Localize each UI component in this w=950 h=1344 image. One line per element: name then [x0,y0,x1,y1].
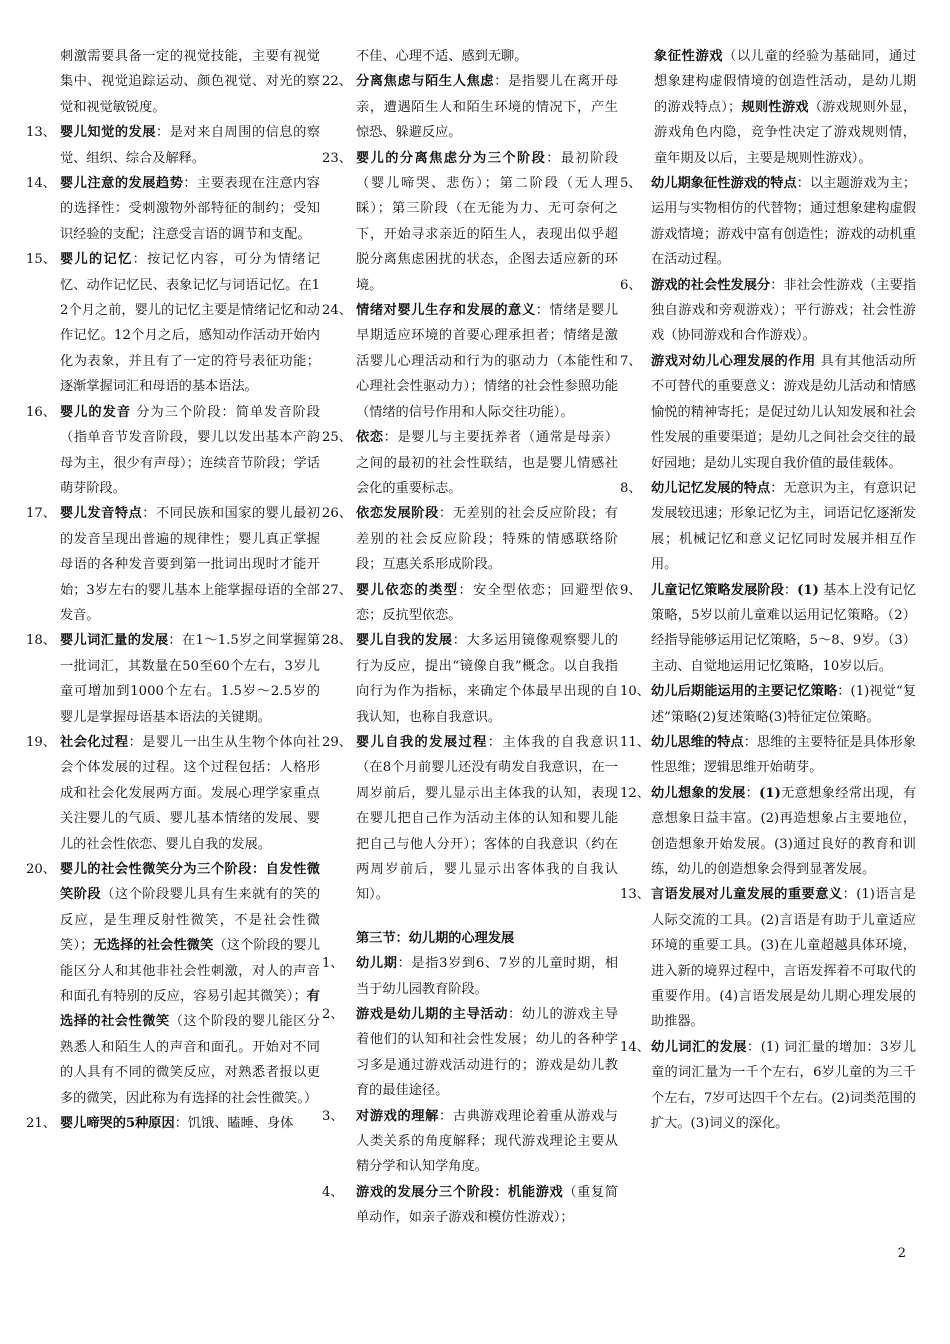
list-item [322,730,618,908]
list-item [620,730,916,781]
body-text: ：(1)语言是人际交流的工具。(2)言语是有助于儿童适应环境的重要工具。(3)在儿童超越具体环境，进入新的境界过程中，言语发挥着不可取代的重要作用。(4)言语发展是幼儿期心理发展的助推器。 [651,887,916,1030]
bold-term: 婴儿的发音 [60,404,132,420]
item-number: 1、 [322,956,344,972]
list-item [322,1002,618,1104]
item-number: 10、 [620,684,650,700]
bold-term: 分离焦虑与陌生人焦虑 [356,74,495,90]
body-text: （这个阶段的婴儿能区分人和其他非社会性刺激，对人的声音和面孔有特别的反应，容易引起其微笑）； [60,938,321,1005]
item-body [356,730,618,908]
list-item [26,501,320,628]
bold-term: 儿童记忆策略发展阶段 [651,582,784,598]
body-text: ：思维的主要特征是具体形象性思维；逻辑思维开始萌芽。 [651,734,917,776]
bold-term: 依恋发展阶段 [356,506,439,522]
item-body [356,501,618,577]
body-text: ：情绪是婴儿早期适应环境的首要心理承担者；情绪是激活婴儿心理活动和行为的驱动力（本能性和心理社会性驱动力）；情绪的社会性参照功能（情绪的信号作用和人际交往功能）。 [356,303,619,420]
bold-term: 象征性游戏 [654,49,724,64]
page-number: 2 [897,1246,906,1261]
list-item [26,247,320,399]
body-text: ：主体我的自我意识（在8个月前婴儿还没有萌发自我意识，在一周岁前后，婴儿显示出主体我的认知，表现在婴儿把自己作为活动主体的认知和婴儿能把自己与他人分开）；客体的自我意识（约在两周岁前后，婴儿显示出客体我的自我认知）。 [356,734,619,903]
section-title: 第三节：幼儿期的心理发展 [356,930,515,946]
bold-term: 幼儿期 [356,956,398,972]
bold-term: 幼儿期象征性游戏的特点 [651,176,797,192]
body-text: （重复简单动作，如亲子游戏和模仿性游戏）； [356,1184,618,1226]
body-text: ：不同民族和国家的婴儿最初的发音呈现出普遍的规律性；婴儿真正掌握母语的各种发音要到第一批词出现时才能开始；3岁左右的婴儿基本上能掌握母语的全部发音。 [60,506,321,623]
bold-term: 幼儿思维的特点 [651,734,744,750]
body-text: ：最初阶段（婴儿啼哭、悲伤）；第二阶段（无人理睬）；第三阶段（在无能为力、无可奈何之下，开始寻求亲近的陌生人，表现出似乎超脱分离焦虑困扰的状态，企图去适应新的环境。 [356,150,619,293]
item-body [356,951,618,1002]
body-text: 无意想象经常出现，有意想象日益丰富。(2)再造想象占主要地位，创造想象开始发展。(3)通过良好的教育和训练，幼儿的创造想象会得到显著发展。 [651,785,917,877]
list-item [322,425,618,501]
bold-term: 婴儿依恋的类型 [356,582,459,598]
item-number: 15、 [26,252,56,268]
item-body [651,1035,916,1137]
continuation-text: 不佳、心理不适、感到无聊。 [356,49,528,64]
body-text: 具有其他活动所不可替代的重要意义：游戏是幼儿活动和情感愉悦的精神寄托；是促过幼儿认知发展和社会性发展的重要渠道；是幼儿之间社会交往的最好园地；是幼儿实现自我价值的最佳载体。 [651,353,916,471]
bold-term: 有选择的社会性微笑 [60,989,320,1030]
bold-term: 婴儿的记忆 [60,252,133,268]
item-number: 27、 [322,582,352,598]
list-item [26,171,320,247]
item-body [60,247,320,399]
item-list [620,171,916,1136]
item-number: 13、 [620,887,650,903]
bold-term: 幼儿想象的发展 [651,785,746,801]
item-body [356,1002,618,1104]
item-number: 14、 [26,176,56,192]
column-1 [26,44,320,1136]
body-text: ：在1～1.5岁之间掌握第一批词汇，其数量在50至60个左右，3岁儿童可增加到1000个左右。1.5岁～2.5岁的婴儿是掌握母语基本语法的关键期。 [60,633,321,725]
body-text: ：是婴儿与主要抚养者（通常是母亲）之间的最初的社会性联结，也是婴儿情感社会化的重要标志。 [356,430,619,496]
item-list [322,951,618,1230]
list-item [26,857,320,1111]
bold-term: 婴儿知觉的发展 [60,125,156,141]
item-body [356,578,618,629]
item-body [651,578,916,680]
bold-term: 游戏对幼儿心理发展的作用 [651,353,816,369]
body-text: ：主要表现在注意内容的选择性：受刺激物外部特征的制约；受知识经验的支配；注意受言语的调节和支配。 [60,176,320,242]
item-body [356,1180,618,1231]
body-text: ：饥饿、瞌睡、身体 [174,1116,294,1132]
list-item [26,730,320,857]
item-number: 13、 [26,125,56,141]
bold-term: 婴儿啼哭的5种原因 [60,1116,175,1132]
bold-term: 婴儿的分离焦虑分为三个阶段 [356,150,547,166]
item-body [651,349,916,476]
item-number: 20、 [26,862,56,877]
list-item [322,951,618,1002]
item-body [60,120,320,171]
body-text: ：无差别的社会反应阶段；有差别的社会反应阶段；特殊的情感联络阶段；互惠关系形成阶段。 [356,506,618,573]
body-text: 基本上没有记忆策略，5岁以前儿童难以运用记忆策略。（2）经指导能够运用记忆策略，5～8、9岁。（3）主动、自觉地运用记忆策略，10岁以后。 [651,582,917,674]
body-text: ：幼儿的游戏主导着他们的认知和社会性发展；幼儿的各种学习多是通过游戏活动进行的；游戏是幼儿教育的最佳途径。 [356,1007,619,1099]
body-text: ：安全型依恋；回避型依恋；反抗型依恋。 [356,582,618,623]
item-body [60,501,320,628]
item-body [356,1104,618,1180]
body-text: ：是婴儿一出生从生物个体向社会个体发展的过程。这个过程包括：人格形成和社会化发展两方面。发展心理学家重点关注婴儿的气质、婴儿基本情绪的发展、婴儿的社会性依恋、婴儿自我的发展。 [60,734,321,852]
item-number: 17、 [26,506,56,522]
body-text: ：是指婴儿在离开母亲，遭遇陌生人和陌生环境的情况下，产生惊恐、躲避反应。 [356,74,619,141]
list-item [620,171,916,273]
bold-term: 规则性游戏 [741,99,809,115]
list-item [26,628,320,730]
item-body [60,857,320,1111]
item-number: 6、 [620,277,642,293]
item-number: 4、 [322,1184,344,1200]
item-body [60,171,320,247]
list-item [322,578,618,629]
item-number: 8、 [620,480,642,496]
body-text: ：非社会性游戏（主要指独自游戏和旁观游戏）；平行游戏；社会性游戏（协同游戏和合作游戏）。 [651,277,917,344]
item-body [651,781,916,883]
column-2 [322,44,618,1231]
item-body [356,425,618,501]
body-text: ：无意识为主，有意识记发展较迅速；形象记忆为主，词语记忆逐渐发展；机械记忆和意义记忆同时发展并相互作用。 [651,480,917,573]
item-list [322,69,618,907]
body-text: （游戏规则外显，游戏角色内隐，竞争性决定了游戏规则情，童年期及以后，主要是规则性游戏）。 [654,99,917,166]
item-body [60,1111,320,1136]
item-body [356,69,618,145]
bold-term: 幼儿记忆发展的特点 [651,480,771,496]
item-number: 24、 [322,303,352,319]
bold-term: 婴儿注意的发展趋势 [60,176,184,192]
item-number: 26、 [322,506,352,522]
bold-term: 婴儿自我的发展 [356,633,453,649]
body-text: 分为三个阶段：简单发音阶段（指单音节发音阶段，婴儿以发出基本产韵母为主，很少有声母）；连续音节阶段；学话萌芽阶段。 [60,404,320,496]
item-body [60,628,320,730]
body-text: （这个阶段婴儿具有生来就有的笑的反应，是生理反射性微笑，不是社会性微笑）； [60,887,321,954]
body-text: ：(1) 词汇量的增加：3岁儿童的词汇量为一千个左右，6岁儿童的为三千个左右，7岁可达四千个左右。(2)词类范围的扩大。(3)词义的深化。 [651,1039,917,1132]
list-item [620,349,916,476]
list-item [322,1180,618,1231]
item-number: 14、 [620,1039,650,1055]
item-body [356,298,618,425]
bold-term: 婴儿发音特点 [60,506,143,522]
bold-term: 婴儿词汇量的发展 [60,633,169,649]
item-body [356,146,618,298]
bold-term: 社会化过程 [60,734,129,750]
list-item [322,298,618,425]
list-item [620,273,916,349]
item-body [651,476,916,578]
item-number: 9、 [620,582,642,598]
bold-term: 游戏是幼儿期的主导活动 [356,1007,509,1023]
body-text: ：大多运用镜像观察婴儿的行为反应，提出“镜像自我”概念。以自我指向行为作为指标，来确定个体最早出现的自我认知，也称自我意识。 [356,633,619,725]
bold-term: (1) [797,582,819,598]
bold-term: 言语发展对儿童发展的重要意义 [651,887,843,903]
item-number: 5、 [620,176,642,192]
body-text: ：古典游戏理论着重从游戏与人类关系的角度解释；现代游戏理论主要从精分学和认知学角度。 [356,1108,618,1175]
item-body [356,628,618,730]
item-number: 25、 [322,430,352,446]
bold-term: 对游戏的理解 [356,1108,439,1124]
body-text: ：是对来自周围的信息的察觉、组织、综合及解释。 [60,125,321,166]
list-item [26,400,320,502]
bold-term: 游戏的发展分三个阶段：机能游戏 [356,1184,564,1200]
list-item [620,882,916,1034]
item-list [26,120,320,1136]
item-number: 29、 [322,734,352,750]
item-body [651,730,916,781]
item-number: 3、 [322,1108,344,1124]
bold-term: 情绪对婴儿生存和发展的意义 [356,303,536,319]
bold-term: 无选择的社会性微笑 [93,938,214,954]
item-number: 22、 [322,74,352,90]
list-item [620,781,916,883]
bold-term: 游戏的社会性发展分 [651,277,771,293]
item-body [651,882,916,1034]
item-number: 12、 [620,785,650,801]
list-item [620,1035,916,1137]
column-3 [620,44,916,1136]
body-text: ：按记忆内容，可分为情绪记忆、动作记忆民、表象记忆与词语记忆。在12个月之前，婴儿的记忆主要是情绪记忆和动作记忆。12个月之后，感知动作活动开始内化为表象，并且有了一定的符号表征功能；逐渐掌握词汇和母语的基本语法。 [60,252,321,395]
body-text: （这个阶段的婴儿能区分熟悉人和陌生人的声音和面孔。开始对不同的人具有不同的微笑反应，对熟悉者报以更多的微笑，因此称为有选择的社会性微笑。） [60,1014,321,1106]
item-number: 7、 [620,353,642,369]
item-body [60,400,320,502]
list-item [620,476,916,578]
body-text: ：以主题游戏为主；运用与实物相仿的代替物；通过想象建构虚假游戏情境；游戏中富有创造性；游戏的动机重在活动过程。 [651,176,917,268]
item-number: 28、 [322,633,352,649]
continuation-text [654,44,916,171]
body-text: ： [783,582,798,598]
item-number: 2、 [322,1007,344,1023]
item-body [651,273,916,349]
item-body [651,171,916,273]
item-number: 18、 [26,633,56,649]
bold-term: 婴儿的社会性微笑分为三个阶段：自发性微笑阶段 [60,862,320,903]
item-number: 11、 [620,734,650,750]
list-item [322,628,618,730]
item-body [651,679,916,730]
item-number: 23、 [322,150,352,166]
bold-term: 幼儿后期能运用的主要记忆策略 [651,684,838,700]
bold-term: 婴儿自我的发展过程 [356,734,488,750]
bold-term: (1) [759,785,781,801]
continuation-text: 刺激需要具备一定的视觉技能，主要有视觉集中、视觉追踪运动、颜色视觉、对光的察觉和视觉敏锐度。 [60,49,320,115]
list-item [322,69,618,145]
list-item [26,120,320,171]
list-item [322,1104,618,1180]
bold-term: 依恋 [356,430,384,446]
item-body [60,730,320,857]
list-item [322,146,618,298]
list-item [26,1111,320,1136]
body-text: ：是指3岁到6、7岁的儿童时期，相当于幼儿园教育阶段。 [356,956,619,997]
body-text: ：(1)视觉“复述”策略(2)复述策略(3)特征定位策略。 [651,684,917,725]
item-number: 19、 [26,734,56,750]
list-item [620,679,916,730]
body-text: （以儿童的经验为基础同，通过想象建构虚假情境的创造性活动，是幼儿期的游戏特点）； [654,49,917,115]
list-item [620,578,916,680]
body-text: ： [745,785,760,801]
bold-term: 幼儿词汇的发展 [651,1039,748,1055]
list-item [322,501,618,577]
item-number: 16、 [26,404,56,420]
item-number: 21、 [26,1116,56,1132]
